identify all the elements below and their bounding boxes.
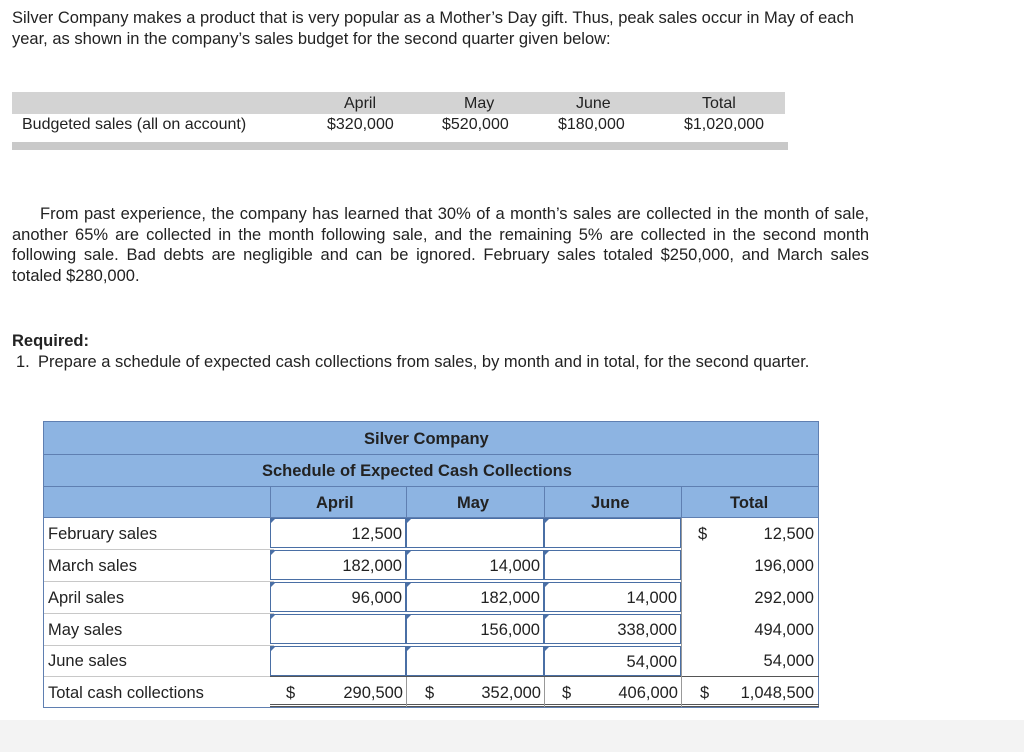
col-divider-may [544,486,545,518]
total-value: 54,000 [763,652,814,670]
col-divider-june [681,486,682,518]
page-bottom-band [0,720,1024,752]
budget-col-june: June [576,95,611,112]
cell-value: 14,000 [489,557,540,575]
col-header-june: June [591,494,630,512]
june-input[interactable] [544,614,681,644]
april-input[interactable] [270,518,406,548]
row-divider [44,581,274,582]
budget-col-april: April [344,95,377,112]
april-input[interactable] [270,646,406,676]
total-value: 494,000 [754,621,814,639]
row-label-june: June sales [48,652,127,670]
budget-header-band [12,92,785,114]
schedule-column-band [44,486,818,518]
budget-col-total: Total [702,95,736,112]
budget-col-may: May [464,95,495,112]
required-heading: Required: [12,332,90,350]
june-input[interactable] [544,550,681,580]
may-input[interactable] [406,582,544,612]
row-divider [44,676,274,677]
intro-paragraph: Silver Company makes a product that is very popular as a Mother’s Day gift. Thus, peak sales occur in May of each year, as shown in the company’s sales budget for the second quarter given below: [12,9,854,48]
total-value: 12,500 [763,525,814,543]
budget-row-label: Budgeted sales (all on account) [22,116,247,133]
may-input[interactable] [406,614,544,644]
required-item-number: 1. [16,353,30,371]
cell-value: 96,000 [351,589,402,607]
june-input[interactable] [544,646,681,676]
budget-val-april: $320,000 [327,116,394,133]
april-input[interactable] [270,550,406,580]
dollar-sign: $ [286,684,296,702]
total-value: 292,000 [754,589,814,607]
cell-value: 182,000 [480,589,540,607]
row-divider [44,613,274,614]
row-label-may: May sales [48,621,123,639]
budget-val-total: $1,020,000 [684,116,765,133]
cell-value: 182,000 [342,557,402,575]
cell-value: 14,000 [626,589,677,607]
total-column-divider [681,518,682,707]
cell-value: 54,000 [626,653,677,671]
col-header-total: Total [730,494,769,512]
total-june: 406,000 [618,684,678,702]
col-header-may: May [457,494,490,512]
dollar-sign: $ [698,525,708,543]
row-label-april: April sales [48,589,125,607]
sales-budget-table [12,92,788,150]
budget-val-may: $520,000 [442,116,509,133]
budget-bottom-band [12,142,788,150]
may-input[interactable] [406,646,544,676]
required-item-text: Prepare a schedule of expected cash collections from sales, by month and in total, for the second quarter. [38,353,810,371]
total-april: 290,500 [343,684,403,702]
col-divider-label [270,486,271,518]
title-divider [44,454,818,455]
row-divider [44,549,274,550]
collection-paragraph: From past experience, the company has learned that 30% of a month’s sales are collected in the month of sale, another 65% are collected in the month following sale, and the remaining 5% are collected in the second month following sale. Bad debts are negligible and can be ignored. February sales totaled $250,000, and March sales totaled $280,000. [12,205,869,285]
schedule-company: Silver Company [364,430,489,448]
dollar-sign: $ [425,684,435,702]
cell-value: 338,000 [617,621,677,639]
june-input[interactable] [544,582,681,612]
total-total: 1,048,500 [740,684,814,702]
april-input[interactable] [270,582,406,612]
cash-collections-schedule [43,421,819,708]
total-divider [406,677,407,707]
row-label-total: Total cash collections [48,684,204,702]
may-input[interactable] [406,550,544,580]
row-label-february: February sales [48,525,158,543]
schedule-title: Schedule of Expected Cash Collections [262,462,572,480]
cell-value: 12,500 [351,525,402,543]
cell-value: 156,000 [480,621,540,639]
col-header-april: April [316,494,354,512]
total-may: 352,000 [481,684,541,702]
total-divider [544,677,545,707]
col-divider-april [406,486,407,518]
row-divider [44,645,274,646]
header-top-divider [44,486,818,487]
dollar-sign: $ [700,684,710,702]
may-input[interactable] [406,518,544,548]
april-input[interactable] [270,614,406,644]
total-value: 196,000 [754,557,814,575]
dollar-sign: $ [562,684,572,702]
june-input[interactable] [544,518,681,548]
budget-val-june: $180,000 [558,116,625,133]
row-label-march: March sales [48,557,137,575]
